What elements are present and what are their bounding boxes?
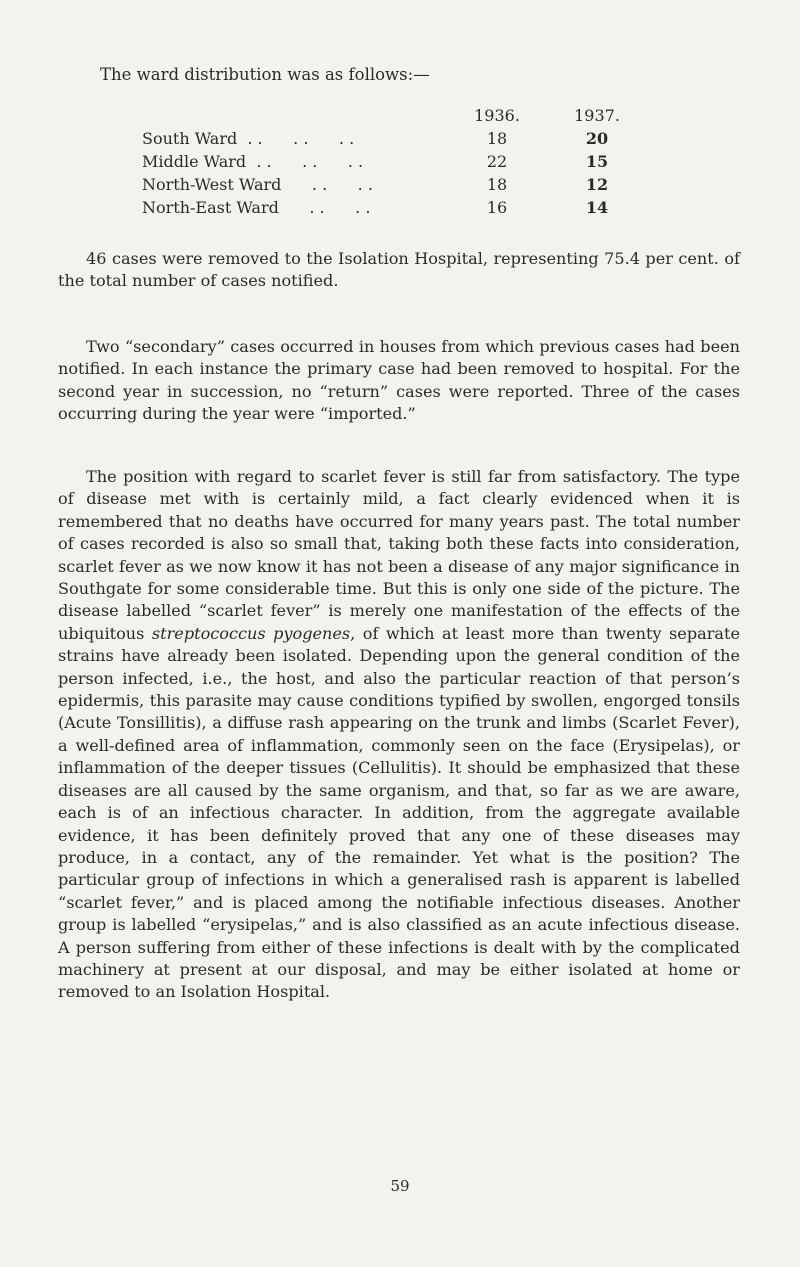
value-1937: 14 bbox=[585, 198, 609, 217]
paragraph-text-b: , of which at least more than twenty separate strains have already been isolated. Depending upon the general condition of the person infected, i.e., the host, and also the particular reaction of that person’s epidermis, this parasite may cause conditions typified by swollen, engorged tonsils (Acute Tonsillitis), a diffuse rash appearing on the trunk and limbs (Scarlet Fever), a well-defined area of inflammation, commonly seen on the face (Erysipelas), or inflammation of the deeper tissues (Cellulitis). It should be emphasized that these diseases are all caused by the same organism, and that, so far as we are aware, each is of an infectious character. In addition, from the aggregate available evidence, it has been definitely proved that any one of these diseases may produce, in a contact, any of the remainder. Yet what is the position? The particular group of infections in which a generalised rash is apparent is labelled “scarlet fever,” and is placed among the notifiable infectious diseases. Another group is labelled “erysipelas,” and is also classified as an acute infectious disease. A person suffering from either of these infections is dealt with by the complicated machinery at present at our disposal, and may be either isolated at home or removed to an Isolation Hospital. bbox=[58, 623, 740, 1002]
value-1937: 15 bbox=[585, 152, 609, 171]
table-row bbox=[142, 196, 682, 219]
header-1937: 1937. bbox=[574, 106, 620, 125]
table-row bbox=[142, 173, 682, 196]
ward-name: South Ward bbox=[142, 129, 238, 148]
value-1936: 22 bbox=[486, 152, 508, 171]
paragraph-secondary-cases: Two “secondary” cases occurred in houses from which previous cases had been notified. In each instance the primary case had been removed to hospital. For the second year in succession, no “return” cases were reported. Three of the cases occurring during the year were “imported.” bbox=[58, 337, 740, 424]
leader-dots: . . . . bbox=[278, 198, 371, 217]
value-1936: 18 bbox=[486, 175, 508, 194]
value-1937: 20 bbox=[585, 129, 609, 148]
table-row bbox=[142, 150, 682, 173]
value-1936: 18 bbox=[486, 129, 508, 148]
leader-dots: . . . . . . bbox=[237, 129, 355, 148]
paragraph-isolation: 46 cases were removed to the Isolation Hospital, representing 75.4 per cent. of the total number of cases notified. bbox=[58, 249, 740, 291]
value-1937: 12 bbox=[585, 175, 609, 194]
leader-dots: . . . . . . bbox=[246, 152, 364, 171]
value-1936: 16 bbox=[486, 198, 508, 217]
table-header-row bbox=[142, 104, 682, 127]
paragraph-text-a: The position with regard to scarlet fever is still far from satisfactory. The type of disease met with is certainly mild, a fact clearly evidenced when it is remembered that no deaths have occurred for many years past. The total number of cases recorded is also so small that, taking both these facts into consideration, scarlet fever as we now know it has not been a disease of any major significance in Southgate for some considerable time. But this is only one side of the picture. The disease labelled “scarlet fever” is merely one manifestation of the effects of the ubiquitous bbox=[58, 467, 740, 643]
ward-name: North-West Ward bbox=[142, 175, 282, 194]
intro-line: The ward distribution was as follows:— bbox=[100, 65, 430, 84]
header-1936: 1936. bbox=[474, 106, 520, 125]
leader-dots: . . . . bbox=[281, 175, 373, 194]
page-number: 59 bbox=[390, 1177, 410, 1195]
ward-name: Middle Ward bbox=[142, 152, 247, 171]
table-row bbox=[142, 127, 682, 150]
organism-name: streptococcus pyogenes bbox=[151, 623, 351, 643]
paragraph-scarlet-fever bbox=[58, 466, 740, 1004]
ward-name: North-East Ward bbox=[142, 198, 279, 217]
ward-distribution-table bbox=[142, 104, 682, 219]
